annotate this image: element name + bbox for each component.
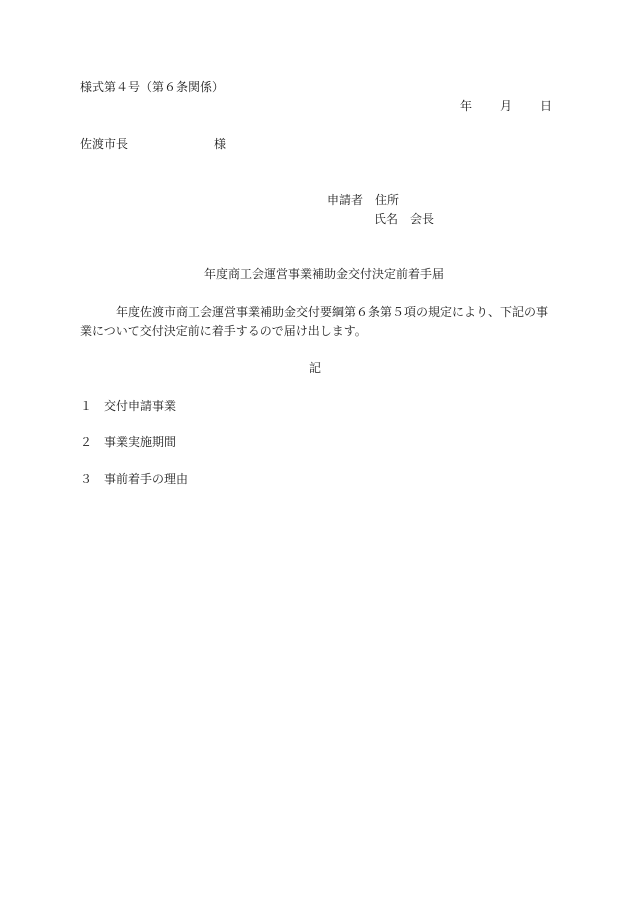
- applicant-name-line: [374, 211, 434, 227]
- date-year-label: 年: [460, 99, 473, 113]
- list-item: [80, 434, 176, 450]
- item-label: 事業実施期間: [104, 435, 177, 449]
- address-label: 住所: [375, 193, 400, 207]
- date-day-label: 日: [540, 99, 553, 113]
- list-item: [80, 398, 176, 414]
- addressee-honorific: 様: [214, 137, 227, 151]
- item-label: 交付申請事業: [104, 399, 177, 413]
- item-label: 事前着手の理由: [104, 472, 189, 486]
- item-number: ２: [80, 435, 93, 449]
- date-month-label: 月: [500, 99, 513, 113]
- addressee-name: 佐渡市長: [80, 137, 129, 151]
- form-number: 様式第４号（第６条関係）: [80, 80, 225, 94]
- item-number: １: [80, 399, 93, 413]
- document-title: 年度商工会運営事業補助金交付決定前着手届: [203, 267, 444, 281]
- item-number: ３: [80, 472, 93, 486]
- ki-heading: 記: [308, 361, 321, 375]
- addressee-line: [80, 136, 226, 152]
- date-line: [460, 98, 552, 114]
- name-value: 会長: [410, 212, 435, 226]
- applicant-label: 申請者: [327, 193, 364, 207]
- name-label: 氏名: [374, 212, 399, 226]
- body-paragraph: 年度佐渡市商工会運営事業補助金交付要綱第６条第５項の規定により、下記の事業について交付決定前に着手するので届け出します。: [80, 305, 549, 338]
- applicant-address-line: [327, 192, 399, 208]
- list-item: [80, 471, 188, 487]
